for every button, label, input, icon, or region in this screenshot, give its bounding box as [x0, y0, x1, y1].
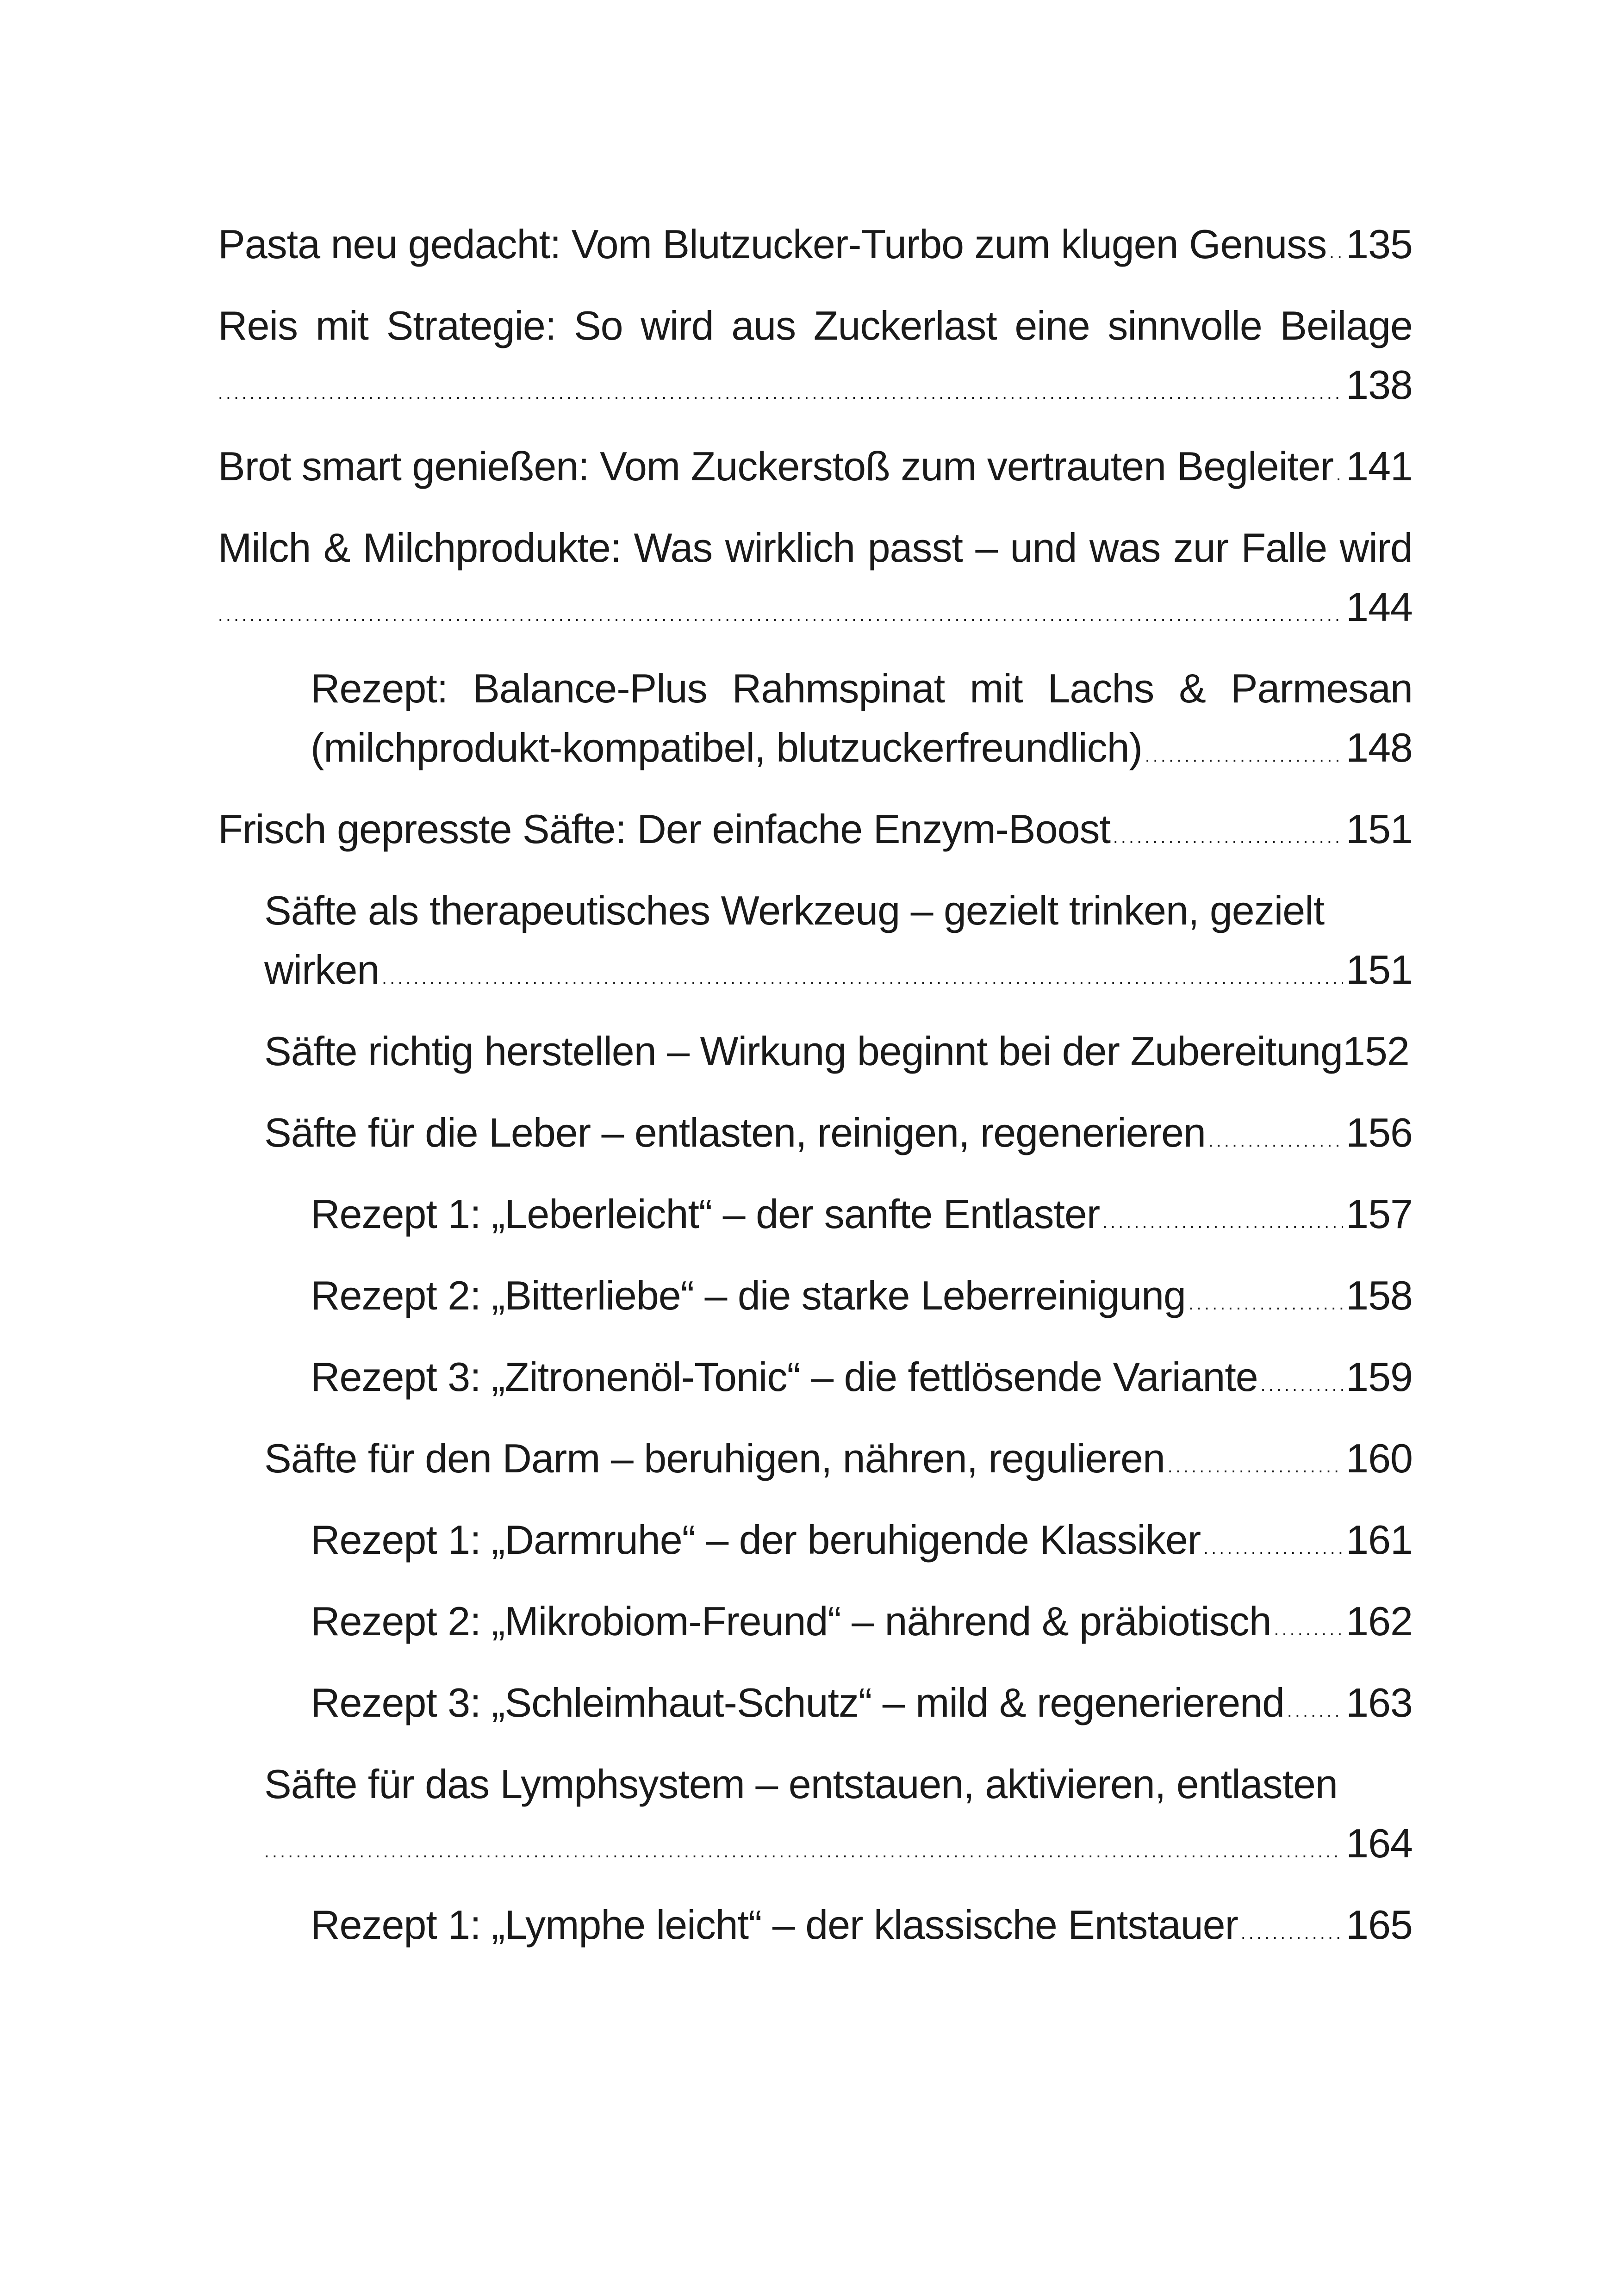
dot-leader — [218, 355, 1343, 423]
toc-entry-page: 156 — [1346, 1110, 1413, 1155]
toc-entry-title: Brot smart genießen: Vom Zuckerstoß zum vertrauten Begleiter — [218, 443, 1333, 489]
toc-entry-title: Säfte für die Leber – entlasten, reinigen, regenerieren — [264, 1110, 1206, 1155]
dot-leader — [1203, 1510, 1343, 1578]
toc-entry-page: 158 — [1346, 1272, 1413, 1318]
toc-entry-title: Rezept 1: „Leberleicht“ – der sanfte Entlaster — [311, 1191, 1100, 1237]
toc-entry-page: 141 — [1346, 443, 1413, 489]
toc-entry — [218, 1185, 1413, 1252]
toc-entry — [218, 437, 1413, 504]
toc-entry-title: Milch & Milchprodukte: Was wirklich passt – und was zur Falle wird — [218, 525, 1413, 571]
toc-entry-page: 138 — [1346, 362, 1413, 408]
dot-leader — [1102, 1185, 1343, 1252]
toc-entry-title: Reis mit Strategie: So wird aus Zuckerlast eine sinnvolle Beilage — [218, 303, 1413, 348]
dot-leader — [1189, 1266, 1343, 1334]
dot-leader — [1113, 800, 1343, 867]
toc-entry-page: 164 — [1346, 1820, 1413, 1866]
toc-entry-page: 157 — [1346, 1191, 1413, 1237]
toc-entry — [218, 659, 1413, 786]
toc-entry — [218, 1429, 1413, 1496]
toc-entry-page: 159 — [1346, 1354, 1413, 1400]
toc-entry-title-cont: wirken — [264, 947, 380, 993]
toc-entry — [218, 1103, 1413, 1171]
toc-entry-page: 152 — [1343, 1028, 1409, 1074]
toc-entry-title: Säfte für den Darm – beruhigen, nähren, regulieren — [264, 1435, 1165, 1481]
toc-entry-page: 162 — [1346, 1598, 1413, 1644]
toc-entry-title: Rezept 3: „Schleimhaut-Schutz“ – mild & regenerierend — [311, 1680, 1285, 1725]
toc-entry — [218, 1022, 1413, 1081]
toc-entry — [218, 1347, 1413, 1415]
toc-entry — [218, 1673, 1413, 1741]
toc-entry — [218, 800, 1413, 867]
toc-entry-title-cont: (milchprodukt-kompatibel, blutzuckerfreundlich) — [311, 725, 1142, 770]
dot-leader — [1145, 718, 1343, 786]
toc-entry — [218, 1592, 1413, 1659]
toc-entry-title: Rezept 2: „Mikrobiom-Freund“ – nährend & präbiotisch — [311, 1598, 1271, 1644]
dot-leader — [1287, 1673, 1343, 1741]
toc-entry-page: 148 — [1346, 725, 1413, 770]
dot-leader — [1261, 1347, 1343, 1415]
toc-entry-title: Säfte richtig herstellen – Wirkung beginnt bei der Zubereitung — [264, 1028, 1343, 1074]
toc-entry-title: Rezept 1: „Lymphe leicht“ – der klassische Entstauer — [311, 1902, 1238, 1948]
toc-entry-title: Säfte für das Lymphsystem – entstauen, aktivieren, entlasten — [264, 1761, 1338, 1807]
toc-entry-title: Pasta neu gedacht: Vom Blutzucker-Turbo zum klugen Genuss — [218, 221, 1327, 267]
toc-entry-title: Rezept 3: „Zitronenöl-Tonic“ – die fettlösende Variante — [311, 1354, 1258, 1400]
dot-leader — [1168, 1429, 1343, 1496]
toc-entry — [218, 881, 1413, 1008]
toc-entry-page: 161 — [1346, 1517, 1413, 1563]
toc-entry-page: 144 — [1346, 584, 1413, 630]
toc-entry-page: 151 — [1346, 806, 1413, 852]
toc-entry-page: 135 — [1346, 221, 1413, 267]
dot-leader — [1241, 1895, 1343, 1963]
toc-entry-title: Rezept 1: „Darmruhe“ – der beruhigende Klassiker — [311, 1517, 1201, 1563]
toc-entry — [218, 1266, 1413, 1334]
toc-entry — [218, 296, 1413, 423]
toc-entry-page: 163 — [1346, 1680, 1413, 1725]
toc-entry-page: 165 — [1346, 1902, 1413, 1948]
toc-entry — [218, 1755, 1413, 1881]
dot-leader — [1274, 1592, 1344, 1659]
toc-entry — [218, 1510, 1413, 1578]
dot-leader — [382, 940, 1343, 1008]
toc-entry-page: 160 — [1346, 1435, 1413, 1481]
toc-entry — [218, 518, 1413, 645]
dot-leader — [1329, 215, 1343, 282]
dot-leader — [1336, 437, 1343, 504]
toc-entry — [218, 215, 1413, 282]
toc-entry-title: Rezept 2: „Bitterliebe“ – die starke Leberreinigung — [311, 1272, 1186, 1318]
toc-entry-page: 151 — [1346, 947, 1413, 993]
dot-leader — [1208, 1103, 1343, 1171]
toc-entry — [218, 1895, 1413, 1963]
toc-entry-title: Säfte als therapeutisches Werkzeug – gezielt trinken, gezielt — [264, 887, 1325, 933]
dot-leader — [218, 577, 1343, 645]
toc-entry-title: Frisch gepresste Säfte: Der einfache Enzym-Boost — [218, 806, 1110, 852]
toc-entry-title: Rezept: Balance-Plus Rahmspinat mit Lachs & Parmesan — [311, 665, 1413, 711]
dot-leader — [264, 1814, 1343, 1881]
